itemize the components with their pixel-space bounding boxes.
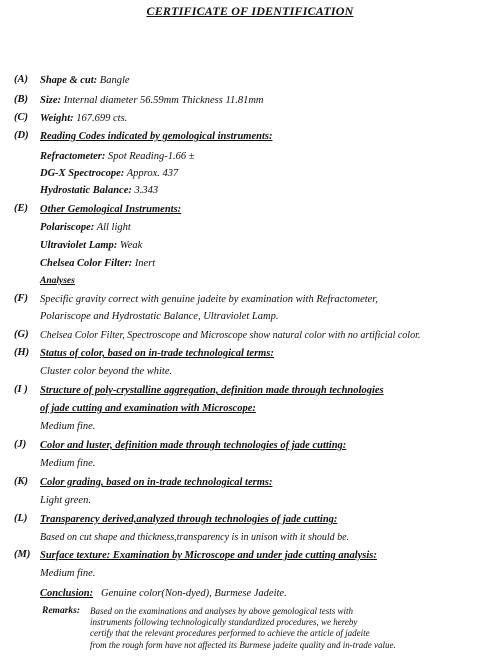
conclusion-value: Genuine color(Non-dyed), Burmese Jadeite. <box>100 588 287 599</box>
label-d: (D) <box>14 130 29 141</box>
shape-row <box>40 74 130 87</box>
polariscope-row <box>40 221 131 234</box>
hydrostatic-key: Hydrostatic Balance: <box>40 185 132 196</box>
label-m: (M) <box>14 549 31 560</box>
remarks-line-1: Based on the examinations and analyses by above gemological tests with <box>90 606 353 616</box>
uv-lamp-value: Weak <box>119 240 143 251</box>
color-luster-value: Medium fine. <box>40 458 96 469</box>
color-grading-heading: Color grading, based on in-trade technological terms: <box>40 477 273 488</box>
hydrostatic-row <box>40 184 158 197</box>
surface-texture-heading: Surface texture: Examination by Microscope and under jade cutting analysis: <box>40 550 377 561</box>
label-i: (I ) <box>14 384 28 395</box>
refractometer-value: Spot Reading-1.66 ± <box>107 151 195 162</box>
dgx-row <box>40 167 178 180</box>
structure-value: Medium fine. <box>40 421 96 432</box>
shape-key: Shape & cut: <box>40 75 98 86</box>
label-e: (E) <box>14 203 28 214</box>
size-row <box>40 94 264 107</box>
weight-row <box>40 112 127 125</box>
chelsea-value: Inert <box>134 258 156 269</box>
structure-heading-line-1: Structure of poly-crystalline aggregation, definition made through technologies <box>40 385 384 396</box>
weight-key: Weight: <box>40 113 74 124</box>
reading-codes-heading: Reading Codes indicated by gemological instruments: <box>40 131 273 142</box>
remarks-line-3: certify that the relevant procedures performed to achieve the article of jadeite <box>90 628 370 639</box>
label-k: (K) <box>14 476 28 487</box>
label-f: (F) <box>14 293 28 304</box>
polariscope-value: All light <box>96 222 131 233</box>
refractometer-key: Refractometer: <box>40 151 106 162</box>
transparency-heading: Transparency derived,analyzed through technologies of jade cutting: <box>40 514 338 525</box>
polariscope-key: Polariscope: <box>40 222 95 233</box>
remarks-line-2: instruments following technologically standardized procedures, we hereby <box>90 617 358 628</box>
label-h: (H) <box>14 347 30 358</box>
size-key: Size: <box>40 95 61 106</box>
transparency-value: Based on cut shape and thickness,transparency is in unison with it should be. <box>40 532 350 543</box>
label-a: (A) <box>14 74 28 85</box>
label-b: (B) <box>14 94 28 105</box>
remarks-key: Remarks: <box>42 606 80 616</box>
weight-value: 167.699 cts. <box>76 113 128 124</box>
label-g: (G) <box>14 329 29 340</box>
analyses-heading: Analyses <box>40 276 75 286</box>
color-grading-value: Light green. <box>40 495 91 506</box>
color-luster-heading: Color and luster, definition made through technologies of jade cutting: <box>40 440 347 451</box>
label-l: (L) <box>14 513 28 524</box>
conclusion-key: Conclusion: <box>40 588 94 599</box>
shape-value: Bangle <box>99 75 130 86</box>
chelsea-row <box>40 257 155 270</box>
chelsea-statement: Chelsea Color Filter, Spectroscope and Microscope show natural color with no artificial color. <box>40 330 421 341</box>
status-of-color-value: Cluster color beyond the white. <box>40 366 173 377</box>
remarks-body <box>90 606 470 651</box>
dgx-value: Approx. 437 <box>126 168 179 179</box>
hydrostatic-value: 3.343 <box>134 185 159 196</box>
certificate-title: CERTIFICATE OF IDENTIFICATION <box>146 4 354 18</box>
conclusion-row <box>40 587 287 600</box>
specific-gravity-line-1: Specific gravity correct with genuine jadeite by examination with Refractometer, <box>40 294 378 305</box>
status-of-color-heading: Status of color, based on in-trade technological terms: <box>40 348 274 359</box>
dgx-key: DG-X Spectrocope: <box>40 168 125 179</box>
uv-lamp-row <box>40 239 142 252</box>
label-j: (J) <box>14 439 27 450</box>
chelsea-key: Chelsea Color Filter: <box>40 258 133 269</box>
label-c: (C) <box>14 112 28 123</box>
specific-gravity-line-2: Polariscope and Hydrostatic Balance, Ultraviolet Lamp. <box>40 311 279 322</box>
structure-heading-line-2: of jade cutting and examination with Microscope: <box>40 403 256 414</box>
remarks-line-4: from the rough form have not affected its Burmese jadeite quality and in-trade value. <box>90 639 396 650</box>
other-instruments-heading: Other Gemological Instruments: <box>40 204 182 215</box>
size-value: Internal diameter 56.59mm Thickness 11.81mm <box>63 95 264 106</box>
refractometer-row <box>40 150 194 163</box>
uv-lamp-key: Ultraviolet Lamp: <box>40 240 118 251</box>
surface-texture-value: Medium fine. <box>40 568 96 579</box>
